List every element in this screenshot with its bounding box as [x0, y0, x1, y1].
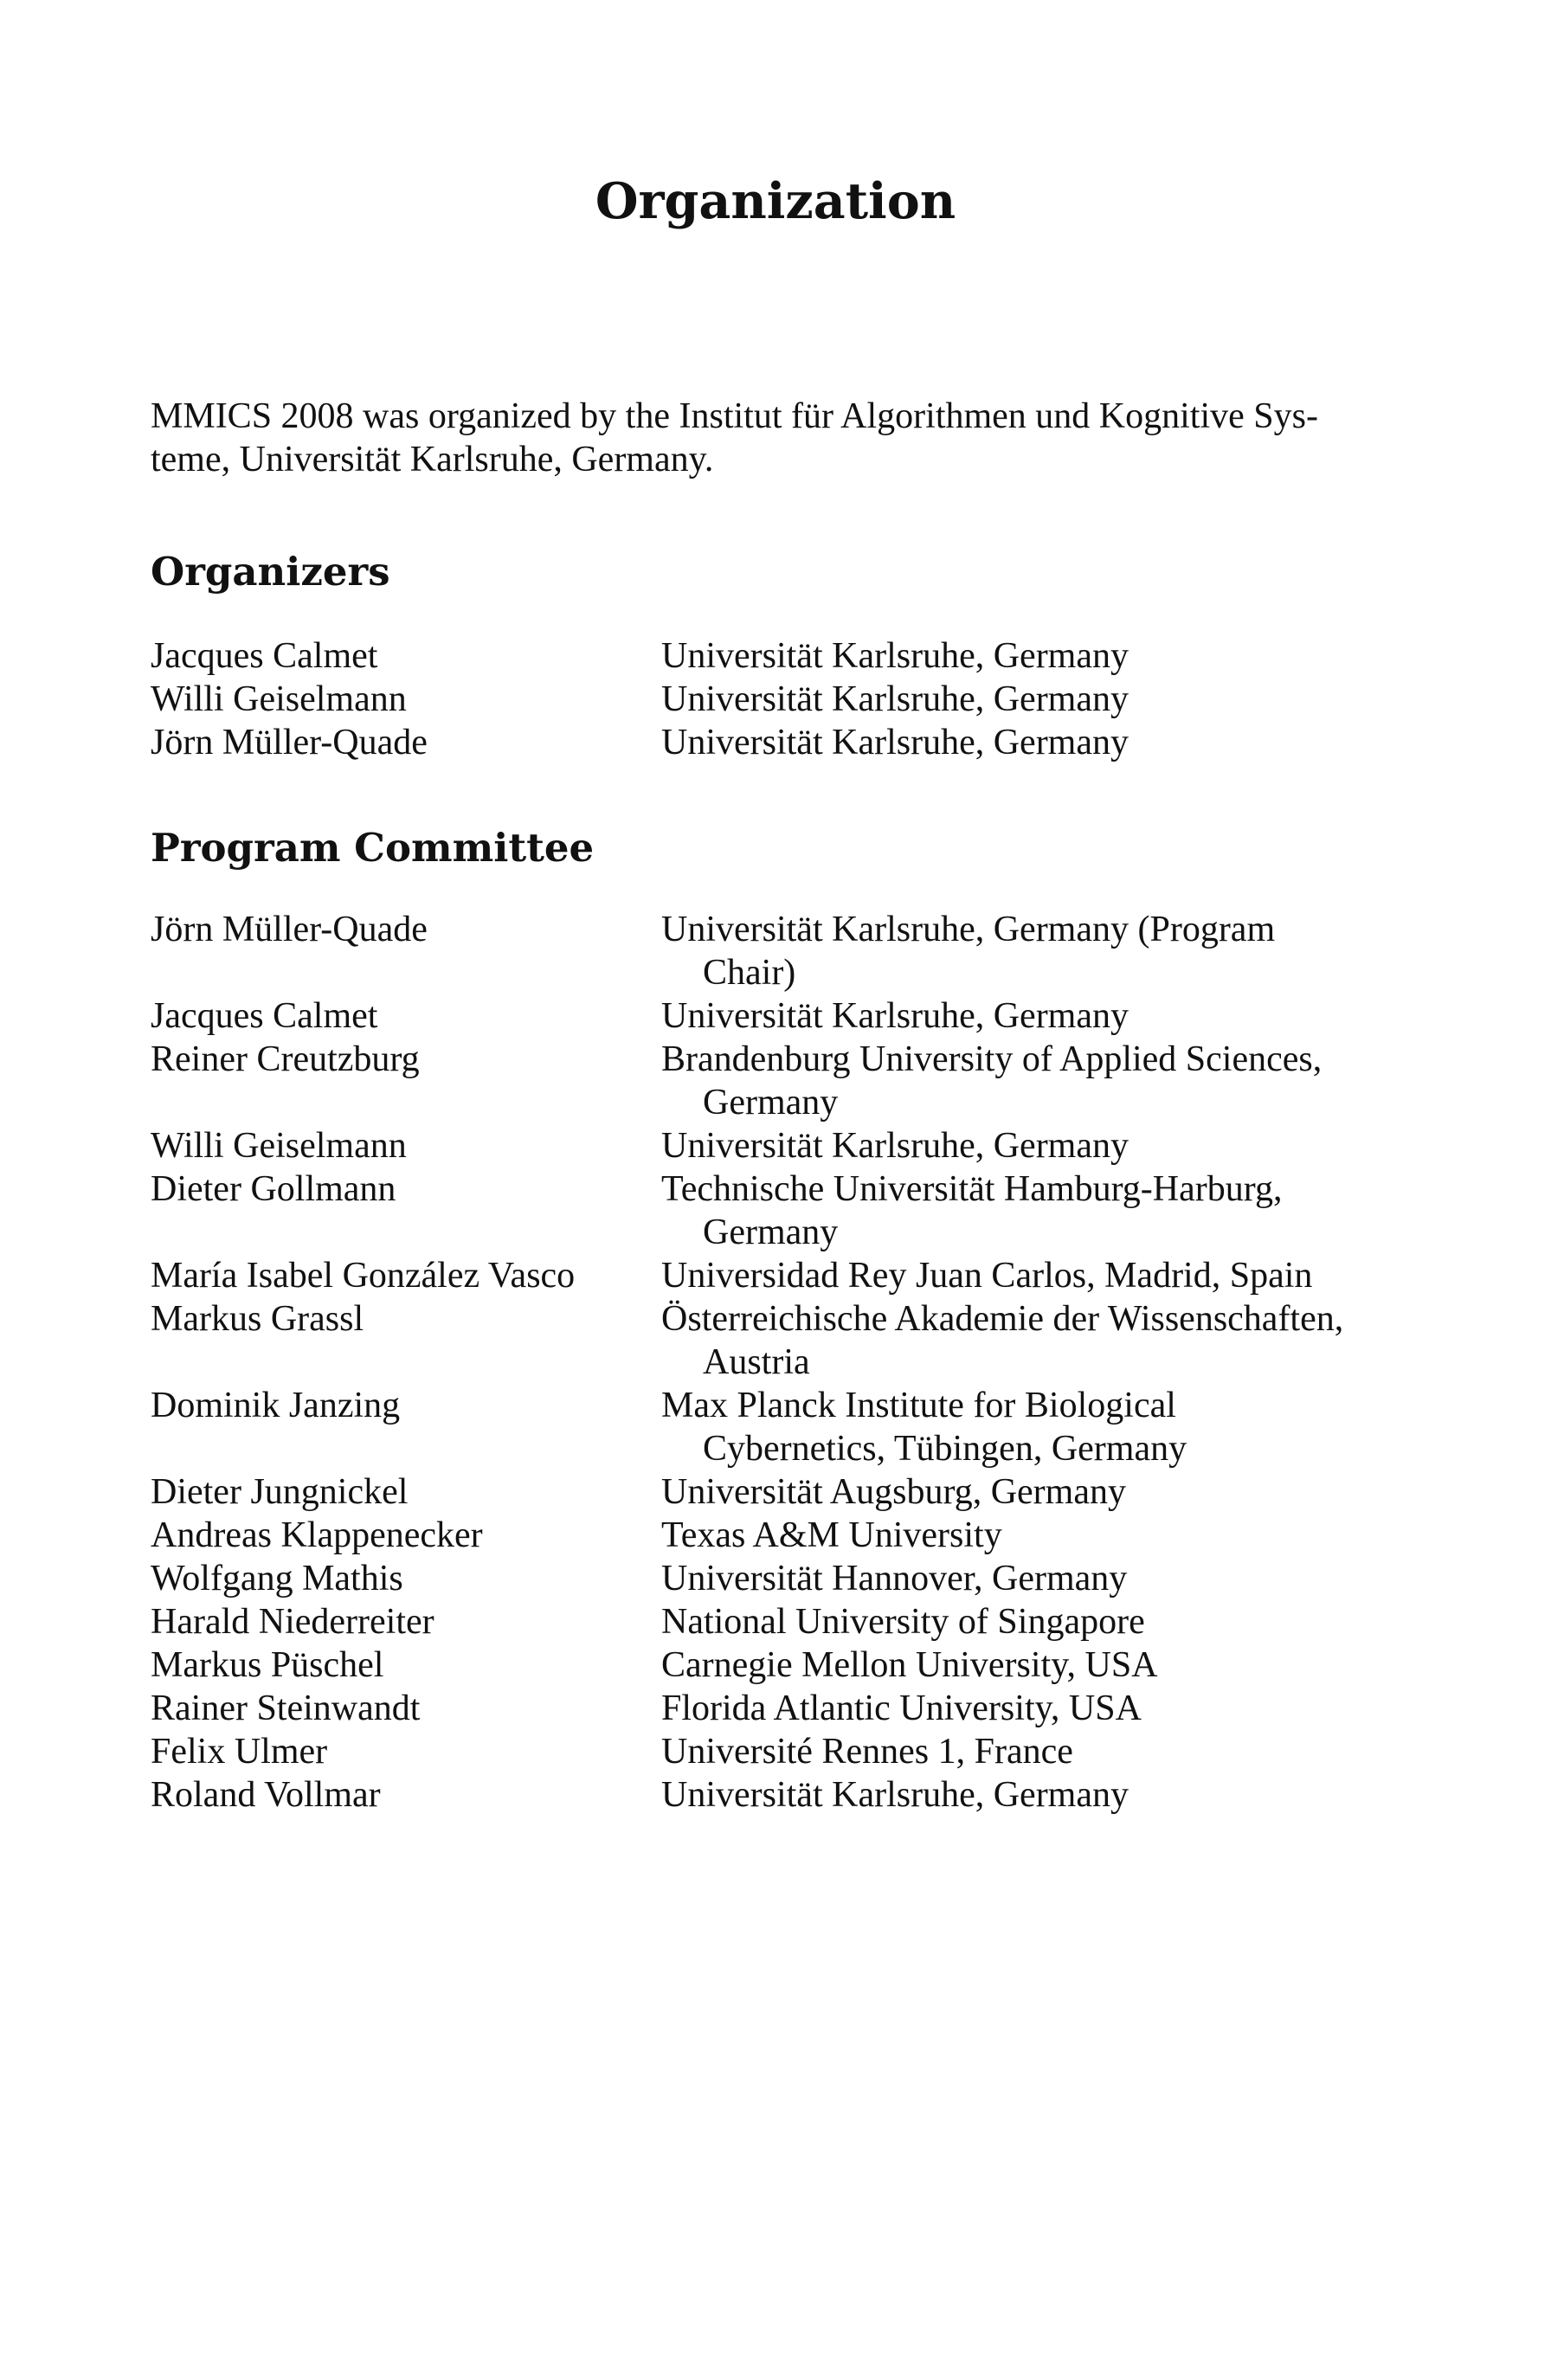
member-name: Reiner Creutzburg: [151, 1039, 420, 1079]
member-name: Dominik Janzing: [151, 1386, 401, 1425]
affiliation-line: Cybernetics, Tübingen, Germany: [703, 1429, 1187, 1469]
member-name: Felix Ulmer: [151, 1732, 328, 1772]
member-affiliation: [661, 1470, 1406, 1514]
program-committee-list: [151, 908, 1406, 1817]
affiliation-line: Texas A&M University: [661, 1515, 1002, 1555]
affiliation-line: Germany: [703, 1083, 839, 1122]
member-row: [151, 1124, 1406, 1167]
member-row: [151, 634, 1406, 678]
member-row: [151, 1730, 1406, 1773]
affiliation-line: Universidad Rey Juan Carlos, Madrid, Spain: [661, 1256, 1313, 1296]
affiliation-line: Germany: [703, 1213, 839, 1252]
member-name: Jacques Calmet: [151, 996, 378, 1036]
member-row: [151, 1470, 1406, 1514]
affiliation-line: Austria: [703, 1342, 810, 1382]
member-row: [151, 1038, 1406, 1124]
member-affiliation: [661, 1687, 1406, 1730]
member-name: Jörn Müller-Quade: [151, 723, 428, 762]
member-affiliation: [661, 1254, 1406, 1297]
member-affiliation: [661, 1124, 1406, 1167]
member-row: [151, 1557, 1406, 1600]
intro-line: teme, Universität Karlsruhe, Germany.: [151, 440, 714, 479]
member-name: Willi Geiselmann: [151, 1126, 407, 1166]
member-row: [151, 678, 1406, 721]
member-affiliation: [661, 634, 1406, 678]
member-affiliation: [661, 678, 1406, 721]
member-row: [151, 721, 1406, 764]
affiliation-line: Universität Karlsruhe, Germany: [661, 679, 1129, 719]
member-row: [151, 994, 1406, 1038]
member-name: Harald Niederreiter: [151, 1602, 434, 1642]
member-affiliation: [661, 1384, 1406, 1470]
member-row: [151, 1600, 1406, 1643]
affiliation-line: Universität Karlsruhe, Germany: [661, 723, 1129, 762]
member-affiliation: [661, 1773, 1406, 1817]
member-name: Markus Püschel: [151, 1645, 384, 1685]
member-row: [151, 1167, 1406, 1254]
organizers-list: [151, 634, 1406, 764]
member-affiliation: [661, 994, 1406, 1038]
member-name: Rainer Steinwandt: [151, 1689, 421, 1728]
affiliation-line: Technische Universität Hamburg-Harburg,: [661, 1169, 1283, 1209]
affiliation-line: Universität Karlsruhe, Germany: [661, 1126, 1129, 1166]
affiliation-line: Universität Karlsruhe, Germany (Program: [661, 910, 1276, 949]
member-name: Dieter Jungnickel: [151, 1472, 409, 1512]
member-affiliation: [661, 1730, 1406, 1773]
affiliation-line: Brandenburg University of Applied Sciences,: [661, 1039, 1323, 1079]
program-committee-heading: Program Committee: [151, 825, 595, 871]
member-affiliation: [661, 1038, 1406, 1124]
member-row: [151, 1384, 1406, 1470]
affiliation-line: Université Rennes 1, France: [661, 1732, 1073, 1772]
member-row: [151, 1643, 1406, 1687]
affiliation-line: Florida Atlantic University, USA: [661, 1689, 1142, 1728]
intro-line: MMICS 2008 was organized by the Institut für Algorithmen und Kognitive Sys-: [151, 396, 1318, 436]
affiliation-line: Universität Karlsruhe, Germany: [661, 1775, 1129, 1815]
member-affiliation: [661, 1643, 1406, 1687]
member-affiliation: [661, 1557, 1406, 1600]
organizers-heading: Organizers: [151, 549, 390, 595]
affiliation-line: Österreichische Akademie der Wissenschaften,: [661, 1299, 1344, 1339]
member-row: [151, 908, 1406, 994]
affiliation-line: Universität Karlsruhe, Germany: [661, 996, 1129, 1036]
member-affiliation: [661, 1514, 1406, 1557]
affiliation-line: Chair): [703, 953, 796, 993]
member-name: Dieter Gollmann: [151, 1169, 396, 1209]
member-name: Andreas Klappenecker: [151, 1515, 483, 1555]
affiliation-line: Max Planck Institute for Biological: [661, 1386, 1176, 1425]
member-row: [151, 1773, 1406, 1817]
member-affiliation: [661, 1297, 1406, 1384]
intro-paragraph: [151, 395, 1406, 481]
member-name: Jacques Calmet: [151, 636, 378, 676]
member-affiliation: [661, 721, 1406, 764]
affiliation-line: Carnegie Mellon University, USA: [661, 1645, 1158, 1685]
affiliation-line: National University of Singapore: [661, 1602, 1145, 1642]
member-name: María Isabel González Vasco: [151, 1256, 576, 1296]
member-name: Wolfgang Mathis: [151, 1559, 403, 1598]
member-row: [151, 1514, 1406, 1557]
member-name: Roland Vollmar: [151, 1775, 381, 1815]
member-name: Markus Grassl: [151, 1299, 364, 1339]
affiliation-line: Universität Augsburg, Germany: [661, 1472, 1126, 1512]
member-affiliation: [661, 1167, 1406, 1254]
member-row: [151, 1254, 1406, 1297]
affiliation-line: Universität Karlsruhe, Germany: [661, 636, 1129, 676]
member-affiliation: [661, 1600, 1406, 1643]
member-name: Willi Geiselmann: [151, 679, 407, 719]
affiliation-line: Universität Hannover, Germany: [661, 1559, 1128, 1598]
member-affiliation: [661, 908, 1406, 994]
member-row: [151, 1687, 1406, 1730]
page-title: Organization: [595, 172, 956, 230]
member-row: [151, 1297, 1406, 1384]
member-name: Jörn Müller-Quade: [151, 910, 428, 949]
